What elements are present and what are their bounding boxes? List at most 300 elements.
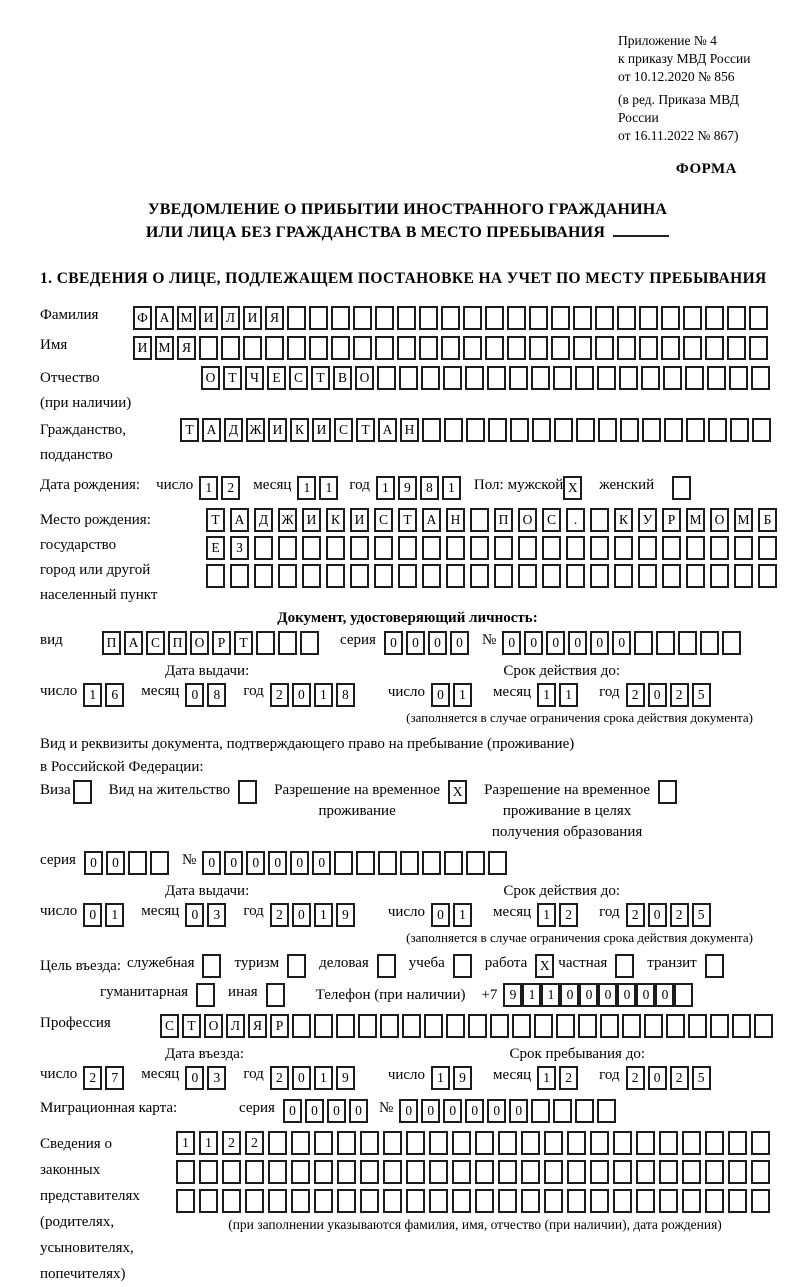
char-box[interactable]: О <box>710 508 729 532</box>
char-box[interactable] <box>749 306 768 330</box>
char-box[interactable] <box>254 564 273 588</box>
char-box[interactable]: 2 <box>83 1066 102 1090</box>
char-box[interactable] <box>729 366 748 390</box>
char-box[interactable] <box>245 1189 264 1213</box>
char-box[interactable]: X <box>535 954 554 978</box>
char-box[interactable]: А <box>378 418 397 442</box>
char-box[interactable] <box>278 631 297 655</box>
char-box[interactable]: X <box>448 780 467 804</box>
char-box[interactable] <box>754 1014 773 1038</box>
char-box[interactable] <box>752 418 771 442</box>
char-box[interactable]: О <box>204 1014 223 1038</box>
char-box[interactable]: Д <box>224 418 243 442</box>
char-box[interactable]: 0 <box>655 983 674 1007</box>
char-box[interactable]: 0 <box>648 903 667 927</box>
char-box[interactable] <box>326 536 345 560</box>
char-box[interactable]: 0 <box>292 1066 311 1090</box>
char-box[interactable] <box>595 306 614 330</box>
char-box[interactable]: Ф <box>133 306 152 330</box>
char-box[interactable] <box>544 1160 563 1184</box>
char-box[interactable] <box>199 336 218 360</box>
char-box[interactable] <box>567 1160 586 1184</box>
char-box[interactable] <box>73 780 92 804</box>
char-box[interactable] <box>710 536 729 560</box>
char-box[interactable] <box>751 1189 770 1213</box>
char-box[interactable]: 5 <box>692 1066 711 1090</box>
char-box[interactable] <box>510 418 529 442</box>
char-box[interactable] <box>663 366 682 390</box>
char-box[interactable] <box>446 536 465 560</box>
char-box[interactable]: Ч <box>245 366 264 390</box>
char-box[interactable] <box>590 508 609 532</box>
char-box[interactable] <box>422 851 441 875</box>
char-box[interactable] <box>452 1131 471 1155</box>
char-box[interactable]: О <box>201 366 220 390</box>
char-box[interactable] <box>446 1014 465 1038</box>
char-box[interactable] <box>374 564 393 588</box>
char-box[interactable]: 9 <box>453 1066 472 1090</box>
char-box[interactable] <box>475 1189 494 1213</box>
char-box[interactable] <box>353 306 372 330</box>
char-box[interactable] <box>176 1189 195 1213</box>
char-box[interactable]: 0 <box>421 1099 440 1123</box>
char-box[interactable]: 8 <box>336 683 355 707</box>
char-box[interactable]: 2 <box>670 1066 689 1090</box>
char-box[interactable]: 0 <box>185 1066 204 1090</box>
char-box[interactable]: И <box>350 508 369 532</box>
char-box[interactable] <box>230 564 249 588</box>
char-box[interactable]: А <box>202 418 221 442</box>
char-box[interactable] <box>424 1014 443 1038</box>
char-box[interactable] <box>590 564 609 588</box>
char-box[interactable]: М <box>686 508 705 532</box>
char-box[interactable] <box>507 306 526 330</box>
char-box[interactable]: 2 <box>626 683 645 707</box>
char-box[interactable]: 8 <box>207 683 226 707</box>
char-box[interactable] <box>206 564 225 588</box>
char-box[interactable] <box>444 418 463 442</box>
char-box[interactable]: Т <box>180 418 199 442</box>
char-box[interactable] <box>441 306 460 330</box>
char-box[interactable]: У <box>638 508 657 532</box>
char-box[interactable]: Т <box>234 631 253 655</box>
char-box[interactable]: 1 <box>453 903 472 927</box>
char-box[interactable] <box>705 1160 724 1184</box>
char-box[interactable] <box>266 983 285 1007</box>
char-box[interactable] <box>595 336 614 360</box>
char-box[interactable] <box>199 1189 218 1213</box>
char-box[interactable]: 0 <box>185 683 204 707</box>
char-box[interactable] <box>544 1189 563 1213</box>
char-box[interactable] <box>278 536 297 560</box>
char-box[interactable] <box>620 418 639 442</box>
char-box[interactable] <box>734 536 753 560</box>
char-box[interactable] <box>507 336 526 360</box>
char-box[interactable] <box>222 1189 241 1213</box>
char-box[interactable] <box>578 1014 597 1038</box>
char-box[interactable]: 0 <box>560 983 579 1007</box>
char-box[interactable]: 2 <box>270 903 289 927</box>
char-box[interactable]: 0 <box>185 903 204 927</box>
char-box[interactable]: П <box>168 631 187 655</box>
char-box[interactable] <box>287 306 306 330</box>
char-box[interactable] <box>590 1189 609 1213</box>
char-box[interactable]: 0 <box>450 631 469 655</box>
char-box[interactable]: Н <box>446 508 465 532</box>
char-box[interactable] <box>485 336 504 360</box>
char-box[interactable]: 1 <box>319 476 338 500</box>
char-box[interactable] <box>498 1131 517 1155</box>
char-box[interactable]: 0 <box>292 683 311 707</box>
char-box[interactable] <box>613 1131 632 1155</box>
char-box[interactable] <box>287 336 306 360</box>
char-box[interactable] <box>639 336 658 360</box>
char-box[interactable] <box>639 306 658 330</box>
char-box[interactable] <box>278 564 297 588</box>
char-box[interactable]: 7 <box>105 1066 124 1090</box>
char-box[interactable]: 0 <box>612 631 631 655</box>
char-box[interactable]: 0 <box>579 983 598 1007</box>
char-box[interactable] <box>638 536 657 560</box>
char-box[interactable] <box>494 536 513 560</box>
char-box[interactable]: В <box>333 366 352 390</box>
char-box[interactable]: 2 <box>626 1066 645 1090</box>
char-box[interactable]: С <box>289 366 308 390</box>
char-box[interactable] <box>421 366 440 390</box>
char-box[interactable]: 2 <box>670 683 689 707</box>
char-box[interactable] <box>466 418 485 442</box>
char-box[interactable] <box>291 1160 310 1184</box>
char-box[interactable] <box>268 1160 287 1184</box>
char-box[interactable] <box>551 306 570 330</box>
char-box[interactable] <box>727 306 746 330</box>
char-box[interactable] <box>728 1131 747 1155</box>
char-box[interactable] <box>590 1160 609 1184</box>
char-box[interactable] <box>397 306 416 330</box>
char-box[interactable]: И <box>133 336 152 360</box>
char-box[interactable]: 1 <box>83 683 102 707</box>
char-box[interactable] <box>662 536 681 560</box>
char-box[interactable] <box>419 336 438 360</box>
char-box[interactable]: 2 <box>270 683 289 707</box>
char-box[interactable]: 0 <box>290 851 309 875</box>
char-box[interactable]: С <box>542 508 561 532</box>
char-box[interactable]: 0 <box>431 903 450 927</box>
char-box[interactable]: О <box>190 631 209 655</box>
char-box[interactable] <box>291 1189 310 1213</box>
char-box[interactable] <box>751 1160 770 1184</box>
char-box[interactable]: Т <box>311 366 330 390</box>
char-box[interactable] <box>590 1131 609 1155</box>
char-box[interactable] <box>383 1189 402 1213</box>
char-box[interactable]: 2 <box>626 903 645 927</box>
char-box[interactable]: 0 <box>84 851 103 875</box>
char-box[interactable]: 1 <box>522 983 541 1007</box>
char-box[interactable]: 0 <box>648 683 667 707</box>
char-box[interactable] <box>256 631 275 655</box>
char-box[interactable] <box>710 1014 729 1038</box>
char-box[interactable]: З <box>230 536 249 560</box>
char-box[interactable]: Т <box>223 366 242 390</box>
char-box[interactable]: Я <box>265 306 284 330</box>
char-box[interactable]: 0 <box>327 1099 346 1123</box>
char-box[interactable] <box>641 366 660 390</box>
char-box[interactable]: К <box>290 418 309 442</box>
char-box[interactable] <box>300 631 319 655</box>
char-box[interactable] <box>402 1014 421 1038</box>
char-box[interactable] <box>666 1014 685 1038</box>
char-box[interactable] <box>470 536 489 560</box>
char-box[interactable]: 3 <box>207 1066 226 1090</box>
char-box[interactable] <box>531 366 550 390</box>
char-box[interactable]: 0 <box>648 1066 667 1090</box>
char-box[interactable]: X <box>563 476 582 500</box>
char-box[interactable] <box>728 1160 747 1184</box>
char-box[interactable]: И <box>243 306 262 330</box>
char-box[interactable] <box>176 1160 195 1184</box>
char-box[interactable]: Я <box>248 1014 267 1038</box>
char-box[interactable] <box>659 1160 678 1184</box>
char-box[interactable] <box>566 536 585 560</box>
char-box[interactable] <box>575 1099 594 1123</box>
char-box[interactable] <box>485 306 504 330</box>
char-box[interactable] <box>678 631 697 655</box>
char-box[interactable]: О <box>355 366 374 390</box>
char-box[interactable] <box>199 1160 218 1184</box>
char-box[interactable] <box>406 1131 425 1155</box>
char-box[interactable]: 0 <box>617 983 636 1007</box>
char-box[interactable] <box>254 536 273 560</box>
char-box[interactable]: 0 <box>292 903 311 927</box>
char-box[interactable]: 6 <box>105 683 124 707</box>
char-box[interactable] <box>705 954 724 978</box>
char-box[interactable] <box>498 1160 517 1184</box>
char-box[interactable]: 0 <box>546 631 565 655</box>
char-box[interactable] <box>350 536 369 560</box>
char-box[interactable]: 0 <box>312 851 331 875</box>
char-box[interactable]: Я <box>177 336 196 360</box>
char-box[interactable] <box>378 851 397 875</box>
char-box[interactable] <box>674 983 693 1007</box>
char-box[interactable] <box>336 1014 355 1038</box>
char-box[interactable]: 0 <box>349 1099 368 1123</box>
char-box[interactable]: 0 <box>509 1099 528 1123</box>
char-box[interactable]: Т <box>206 508 225 532</box>
char-box[interactable]: 0 <box>465 1099 484 1123</box>
char-box[interactable]: И <box>312 418 331 442</box>
char-box[interactable]: А <box>422 508 441 532</box>
char-box[interactable] <box>531 1099 550 1123</box>
char-box[interactable] <box>707 366 726 390</box>
char-box[interactable] <box>683 306 702 330</box>
char-box[interactable] <box>576 418 595 442</box>
char-box[interactable] <box>222 1160 241 1184</box>
char-box[interactable] <box>465 366 484 390</box>
char-box[interactable]: А <box>124 631 143 655</box>
char-box[interactable] <box>597 1099 616 1123</box>
char-box[interactable] <box>243 336 262 360</box>
char-box[interactable] <box>619 366 638 390</box>
char-box[interactable] <box>710 564 729 588</box>
char-box[interactable] <box>749 336 768 360</box>
char-box[interactable] <box>614 536 633 560</box>
char-box[interactable]: Д <box>254 508 273 532</box>
char-box[interactable]: Е <box>206 536 225 560</box>
char-box[interactable] <box>463 336 482 360</box>
char-box[interactable] <box>556 1014 575 1038</box>
char-box[interactable] <box>683 336 702 360</box>
char-box[interactable] <box>544 1131 563 1155</box>
char-box[interactable]: 2 <box>270 1066 289 1090</box>
char-box[interactable] <box>360 1131 379 1155</box>
char-box[interactable] <box>734 564 753 588</box>
char-box[interactable]: 0 <box>399 1099 418 1123</box>
char-box[interactable] <box>730 418 749 442</box>
char-box[interactable]: 1 <box>314 903 333 927</box>
char-box[interactable]: 0 <box>224 851 243 875</box>
char-box[interactable]: 5 <box>692 903 711 927</box>
char-box[interactable] <box>566 564 585 588</box>
char-box[interactable]: 2 <box>670 903 689 927</box>
char-box[interactable] <box>598 418 617 442</box>
char-box[interactable] <box>613 1160 632 1184</box>
char-box[interactable] <box>659 1131 678 1155</box>
char-box[interactable]: 1 <box>537 683 556 707</box>
char-box[interactable] <box>661 336 680 360</box>
char-box[interactable]: 3 <box>207 903 226 927</box>
char-box[interactable]: 2 <box>559 1066 578 1090</box>
char-box[interactable] <box>567 1131 586 1155</box>
char-box[interactable] <box>622 1014 641 1038</box>
char-box[interactable]: 1 <box>537 1066 556 1090</box>
char-box[interactable]: 1 <box>297 476 316 500</box>
char-box[interactable] <box>360 1160 379 1184</box>
char-box[interactable]: 2 <box>221 476 240 500</box>
char-box[interactable] <box>326 564 345 588</box>
char-box[interactable] <box>682 1189 701 1213</box>
char-box[interactable] <box>353 336 372 360</box>
char-box[interactable]: И <box>199 306 218 330</box>
char-box[interactable] <box>488 851 507 875</box>
char-box[interactable] <box>377 954 396 978</box>
char-box[interactable] <box>682 1160 701 1184</box>
char-box[interactable] <box>705 306 724 330</box>
char-box[interactable] <box>356 851 375 875</box>
char-box[interactable] <box>634 631 653 655</box>
char-box[interactable]: 9 <box>503 983 522 1007</box>
char-box[interactable] <box>287 954 306 978</box>
char-box[interactable] <box>202 954 221 978</box>
char-box[interactable] <box>722 631 741 655</box>
char-box[interactable]: К <box>326 508 345 532</box>
char-box[interactable] <box>751 1131 770 1155</box>
char-box[interactable] <box>444 851 463 875</box>
char-box[interactable] <box>314 1131 333 1155</box>
char-box[interactable] <box>575 366 594 390</box>
char-box[interactable] <box>452 1160 471 1184</box>
char-box[interactable] <box>443 366 462 390</box>
char-box[interactable] <box>573 306 592 330</box>
char-box[interactable] <box>245 1160 264 1184</box>
char-box[interactable]: 2 <box>222 1131 241 1155</box>
char-box[interactable] <box>642 418 661 442</box>
char-box[interactable]: С <box>374 508 393 532</box>
char-box[interactable] <box>375 306 394 330</box>
char-box[interactable]: 0 <box>431 683 450 707</box>
char-box[interactable] <box>331 336 350 360</box>
char-box[interactable]: О <box>518 508 537 532</box>
char-box[interactable] <box>573 336 592 360</box>
char-box[interactable]: 1 <box>453 683 472 707</box>
char-box[interactable] <box>758 536 777 560</box>
char-box[interactable]: 9 <box>336 903 355 927</box>
char-box[interactable]: 1 <box>105 903 124 927</box>
char-box[interactable] <box>551 336 570 360</box>
char-box[interactable]: 1 <box>376 476 395 500</box>
char-box[interactable]: Т <box>182 1014 201 1038</box>
char-box[interactable] <box>360 1189 379 1213</box>
char-box[interactable] <box>658 780 677 804</box>
char-box[interactable]: 1 <box>541 983 560 1007</box>
char-box[interactable] <box>468 1014 487 1038</box>
char-box[interactable] <box>617 336 636 360</box>
char-box[interactable] <box>238 780 257 804</box>
char-box[interactable] <box>542 564 561 588</box>
char-box[interactable] <box>705 1189 724 1213</box>
char-box[interactable] <box>636 1189 655 1213</box>
char-box[interactable] <box>686 418 705 442</box>
char-box[interactable] <box>498 1189 517 1213</box>
char-box[interactable]: М <box>155 336 174 360</box>
char-box[interactable] <box>399 366 418 390</box>
char-box[interactable] <box>656 631 675 655</box>
char-box[interactable] <box>529 306 548 330</box>
char-box[interactable] <box>534 1014 553 1038</box>
char-box[interactable] <box>685 366 704 390</box>
char-box[interactable]: С <box>146 631 165 655</box>
char-box[interactable] <box>397 336 416 360</box>
char-box[interactable] <box>553 366 572 390</box>
char-box[interactable] <box>521 1189 540 1213</box>
char-box[interactable] <box>470 508 489 532</box>
char-box[interactable] <box>337 1160 356 1184</box>
char-box[interactable]: 0 <box>636 983 655 1007</box>
char-box[interactable]: 1 <box>431 1066 450 1090</box>
char-box[interactable] <box>268 1189 287 1213</box>
char-box[interactable]: 0 <box>428 631 447 655</box>
char-box[interactable]: 0 <box>106 851 125 875</box>
char-box[interactable] <box>521 1160 540 1184</box>
char-box[interactable]: 9 <box>336 1066 355 1090</box>
char-box[interactable] <box>429 1131 448 1155</box>
char-box[interactable] <box>732 1014 751 1038</box>
char-box[interactable] <box>521 1131 540 1155</box>
char-box[interactable] <box>374 536 393 560</box>
char-box[interactable]: 2 <box>559 903 578 927</box>
char-box[interactable]: Н <box>400 418 419 442</box>
char-box[interactable]: Л <box>221 306 240 330</box>
char-box[interactable] <box>494 564 513 588</box>
char-box[interactable]: 1 <box>199 476 218 500</box>
char-box[interactable]: Е <box>267 366 286 390</box>
char-box[interactable] <box>302 564 321 588</box>
char-box[interactable] <box>644 1014 663 1038</box>
char-box[interactable]: 0 <box>524 631 543 655</box>
char-box[interactable] <box>487 366 506 390</box>
char-box[interactable] <box>490 1014 509 1038</box>
char-box[interactable] <box>636 1160 655 1184</box>
char-box[interactable]: Б <box>758 508 777 532</box>
